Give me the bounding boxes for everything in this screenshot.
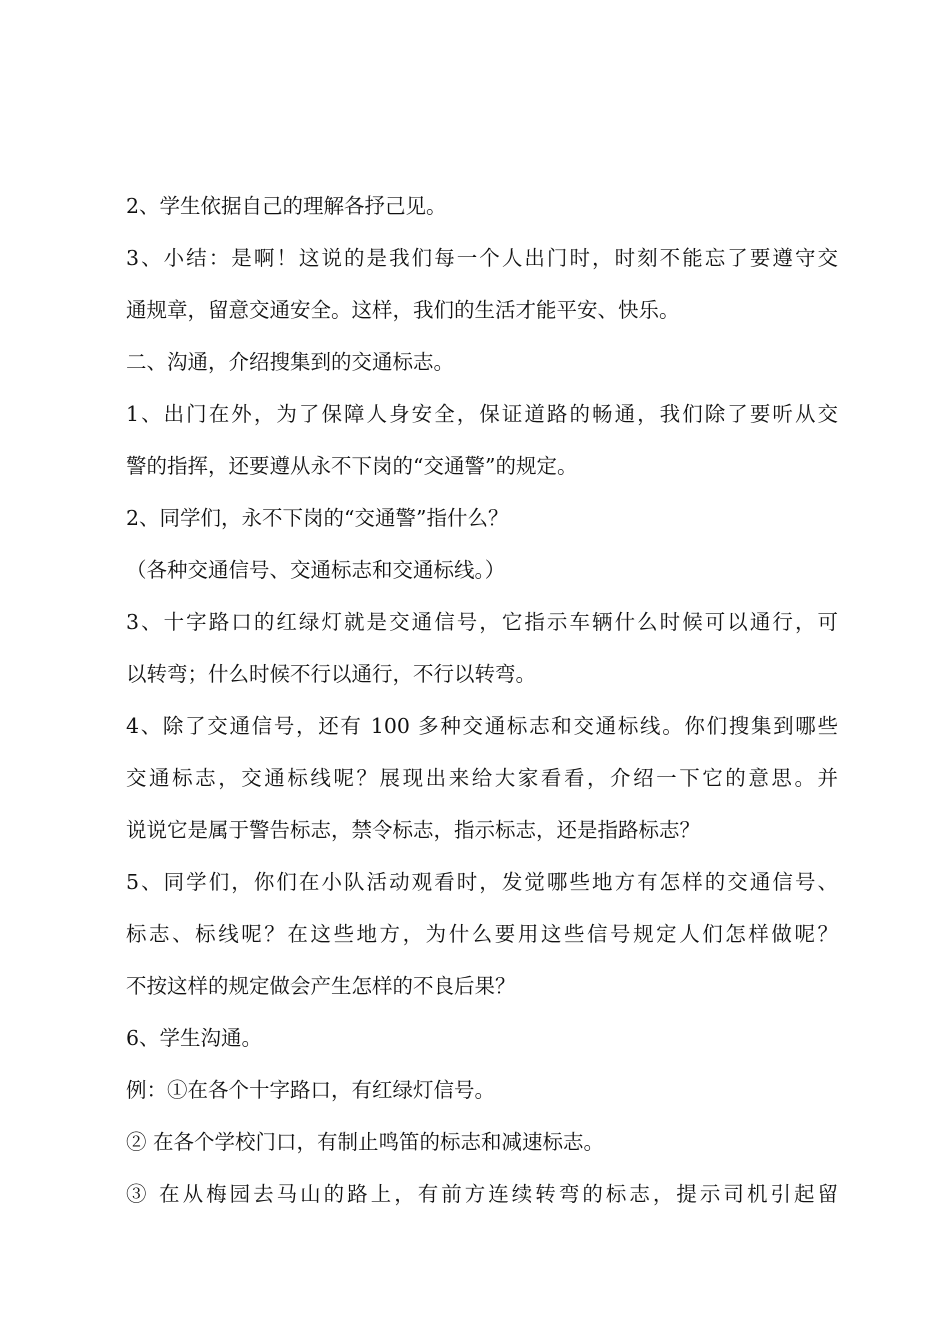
text-line: 警的指挥，还要遵从永不下岗的“交通警”的规定。 bbox=[126, 454, 578, 478]
text-line: 例：①在各个十字路口，有红绿灯信号。 bbox=[126, 1078, 495, 1102]
text-line: ③ 在从梅园去马山的路上，有前方连续转弯的标志，提示司机引起留 bbox=[126, 1182, 838, 1206]
text-line: 2、同学们，永不下岗的“交通警”指什么？ bbox=[126, 506, 509, 530]
text-line: 3、十字路口的红绿灯就是交通信号，它指示车辆什么时候可以通行，可 bbox=[126, 610, 838, 634]
text-line: （各种交通信号、交通标志和交通标线。） bbox=[126, 558, 506, 582]
document-body bbox=[126, 186, 838, 1226]
text-line: 4、除了交通信号，还有 100 多种交通标志和交通标线。你们搜集到哪些 bbox=[126, 714, 838, 738]
text-line: ② 在各个学校门口，有制止鸣笛的标志和减速标志。 bbox=[126, 1130, 605, 1154]
text-line: 5、同学们，你们在小队活动观看时，发觉哪些地方有怎样的交通信号、 bbox=[126, 870, 838, 894]
section-heading: 二、沟通，介绍搜集到的交通标志。 bbox=[126, 350, 454, 374]
text-line: 3、小结：是啊！这说的是我们每一个人出门时，时刻不能忘了要遵守交 bbox=[126, 246, 838, 270]
text-line: 标志、标线呢？在这些地方，为什么要用这些信号规定人们怎样做呢？ bbox=[126, 922, 838, 946]
text-line: 通规章，留意交通安全。这样，我们的生活才能平安、快乐。 bbox=[126, 298, 680, 322]
text-line: 6、学生沟通。 bbox=[126, 1026, 263, 1050]
text-line: 交通标志，交通标线呢？展现出来给大家看看，介绍一下它的意思。并 bbox=[126, 766, 838, 790]
text-line: 以转弯；什么时候不行以通行，不行以转弯。 bbox=[126, 662, 536, 686]
text-line: 说说它是属于警告标志，禁令标志，指示标志，还是指路标志？ bbox=[126, 818, 700, 842]
text-line: 不按这样的规定做会产生怎样的不良后果？ bbox=[126, 974, 516, 998]
text-line: 2、学生依据自己的理解各抒己见。 bbox=[126, 194, 447, 218]
text-line: 1、出门在外，为了保障人身安全，保证道路的畅通，我们除了要听从交 bbox=[126, 402, 838, 426]
